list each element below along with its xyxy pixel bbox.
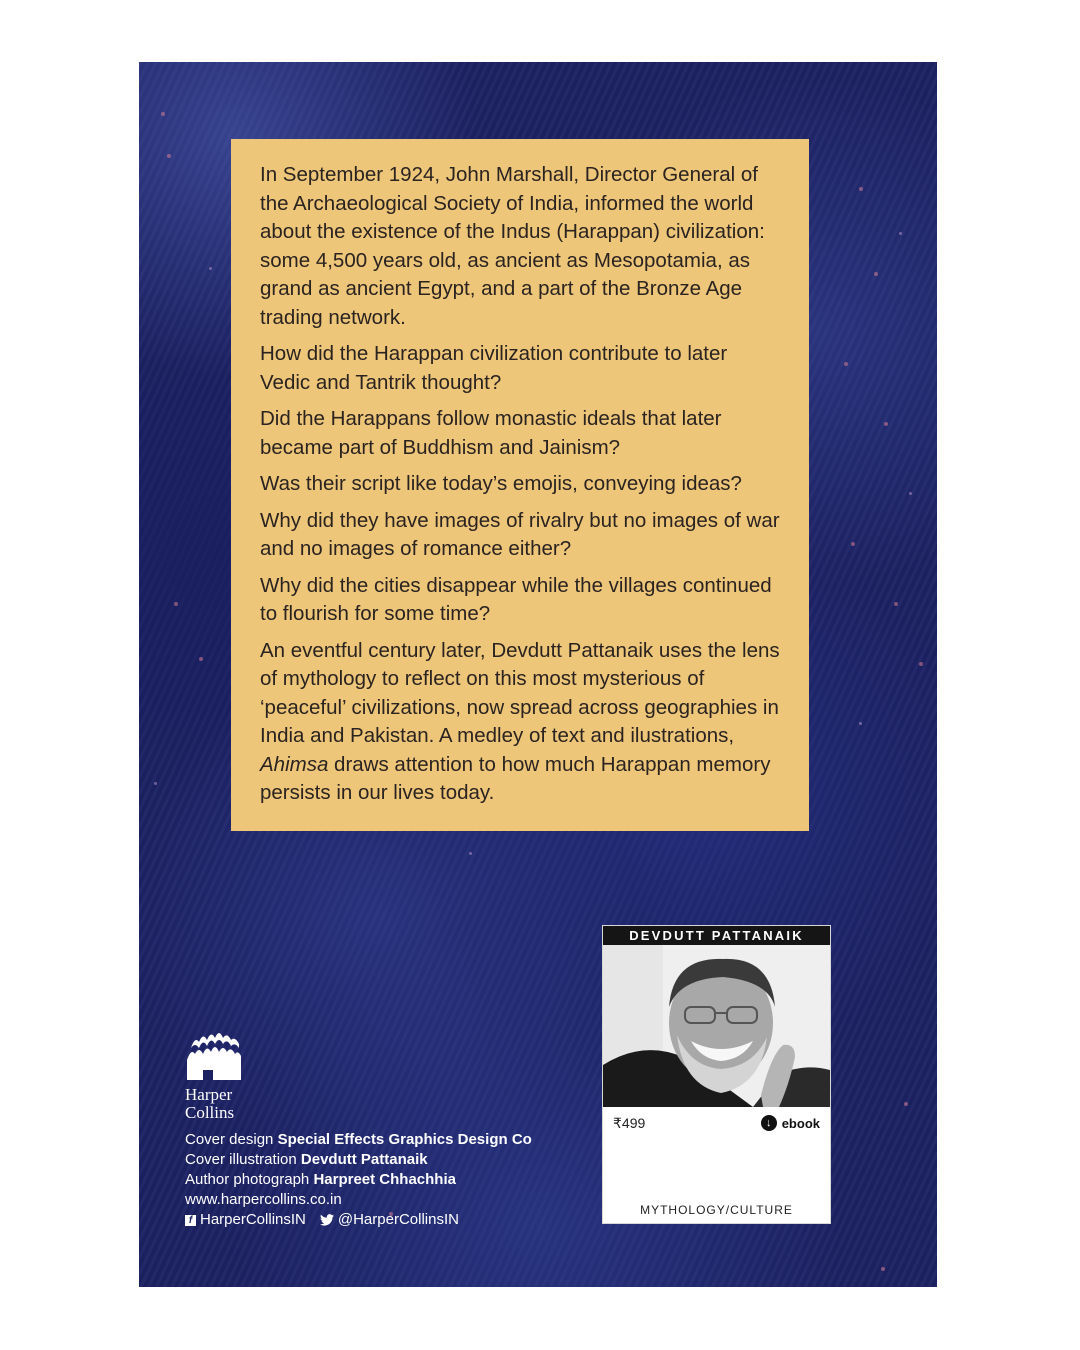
speck-decoration — [884, 422, 888, 426]
publisher-logo-text — [185, 1086, 234, 1122]
speck-decoration — [154, 782, 157, 785]
blurb-paragraph: Why did they have images of rivalry but no images of war and no images of romance either? — [260, 508, 780, 560]
blurb-paragraph-text: An eventful century later, Devdutt Pattanaik uses the lens of mythology to reflect on this most mysterious of ‘peaceful’ civilizations, now spread across geographies in India and Pakistan. A medley of text and ilustrations, — [260, 638, 780, 747]
logo-line: Collins — [185, 1103, 235, 1122]
blurb-paragraph: Why did the cities disappear while the villages continued to flourish for some time? — [260, 573, 772, 625]
speck-decoration — [209, 267, 212, 270]
book-title-word: Ahimsa — [260, 752, 329, 776]
twitter-icon — [320, 1214, 334, 1226]
book-back-cover — [139, 62, 937, 1287]
speck-decoration — [851, 542, 855, 546]
credit-label: Cover design — [185, 1131, 278, 1148]
speck-decoration — [859, 722, 862, 725]
credits-block — [185, 1130, 532, 1230]
download-icon: ↓ — [761, 1115, 777, 1131]
blurb-paragraph: Did the Harappans follow monastic ideals that later became part of Buddhism and Jainism? — [260, 407, 722, 459]
credit-label: Cover illustration — [185, 1151, 301, 1168]
speck-decoration — [894, 602, 898, 606]
credit-value: Special Effects Graphics Design Co — [277, 1131, 532, 1148]
blurb-paragraph: In September 1924, John Marshall, Director General of the Archaeological Society of India, informed the world about the existence of the Indus (Harappan) civilization: some 4,500 years old, as ancient as Mesopotamia, as grand as ancient Egypt, and a part of the Bronze Age trading network. — [260, 163, 765, 329]
website-link[interactable]: www.harpercollins.co.in — [185, 1191, 342, 1208]
credit-value: Harpreet Chhachhia — [313, 1171, 456, 1188]
speck-decoration — [161, 112, 165, 116]
credit-value: Devdutt Pattanaik — [300, 1151, 428, 1168]
blurb-closing: draws attention to how much Harappan memory persists in our lives today. — [260, 752, 771, 804]
author-photo — [603, 945, 830, 1107]
speck-decoration — [167, 154, 171, 158]
speck-decoration — [881, 1267, 885, 1271]
logo-line: Harper — [185, 1085, 233, 1104]
credit-cover-design — [185, 1130, 532, 1150]
twitter-handle: @HarperCollinsIN — [337, 1211, 459, 1228]
author-portrait-image — [603, 945, 830, 1107]
speck-decoration — [859, 187, 863, 191]
speck-decoration — [909, 492, 912, 495]
twitter-link[interactable] — [320, 1210, 459, 1230]
blurb-panel — [231, 139, 809, 831]
speck-decoration — [844, 362, 848, 366]
speck-decoration — [199, 657, 203, 661]
facebook-handle: HarperCollinsIN — [200, 1211, 306, 1228]
social-links — [185, 1210, 532, 1230]
ebook-badge — [761, 1115, 820, 1131]
price-label: ₹499 — [613, 1115, 646, 1131]
credit-label: Author photograph — [185, 1171, 314, 1188]
author-name: DEVDUTT PATTANAIK — [603, 926, 830, 945]
speck-decoration — [874, 272, 878, 276]
speck-decoration — [919, 662, 923, 666]
publisher-logo-icon — [183, 1026, 245, 1086]
blurb-paragraph: How did the Harappan civilization contribute to later Vedic and Tantrik thought? — [260, 342, 728, 394]
speck-decoration — [904, 1102, 908, 1106]
speck-decoration — [899, 232, 902, 235]
facebook-link[interactable] — [185, 1210, 306, 1230]
speck-decoration — [469, 852, 472, 855]
blurb-paragraph-final — [260, 637, 781, 808]
ebook-label: ebook — [781, 1115, 820, 1131]
speck-decoration — [174, 602, 178, 606]
credit-author-photo — [185, 1170, 532, 1190]
category-label: MYTHOLOGY/CULTURE — [640, 1203, 793, 1217]
author-card — [602, 925, 831, 1224]
facebook-icon: f — [185, 1215, 196, 1226]
blurb-paragraph: Was their script like today’s emojis, conveying ideas? — [260, 472, 742, 495]
credit-cover-illustration — [185, 1150, 532, 1170]
